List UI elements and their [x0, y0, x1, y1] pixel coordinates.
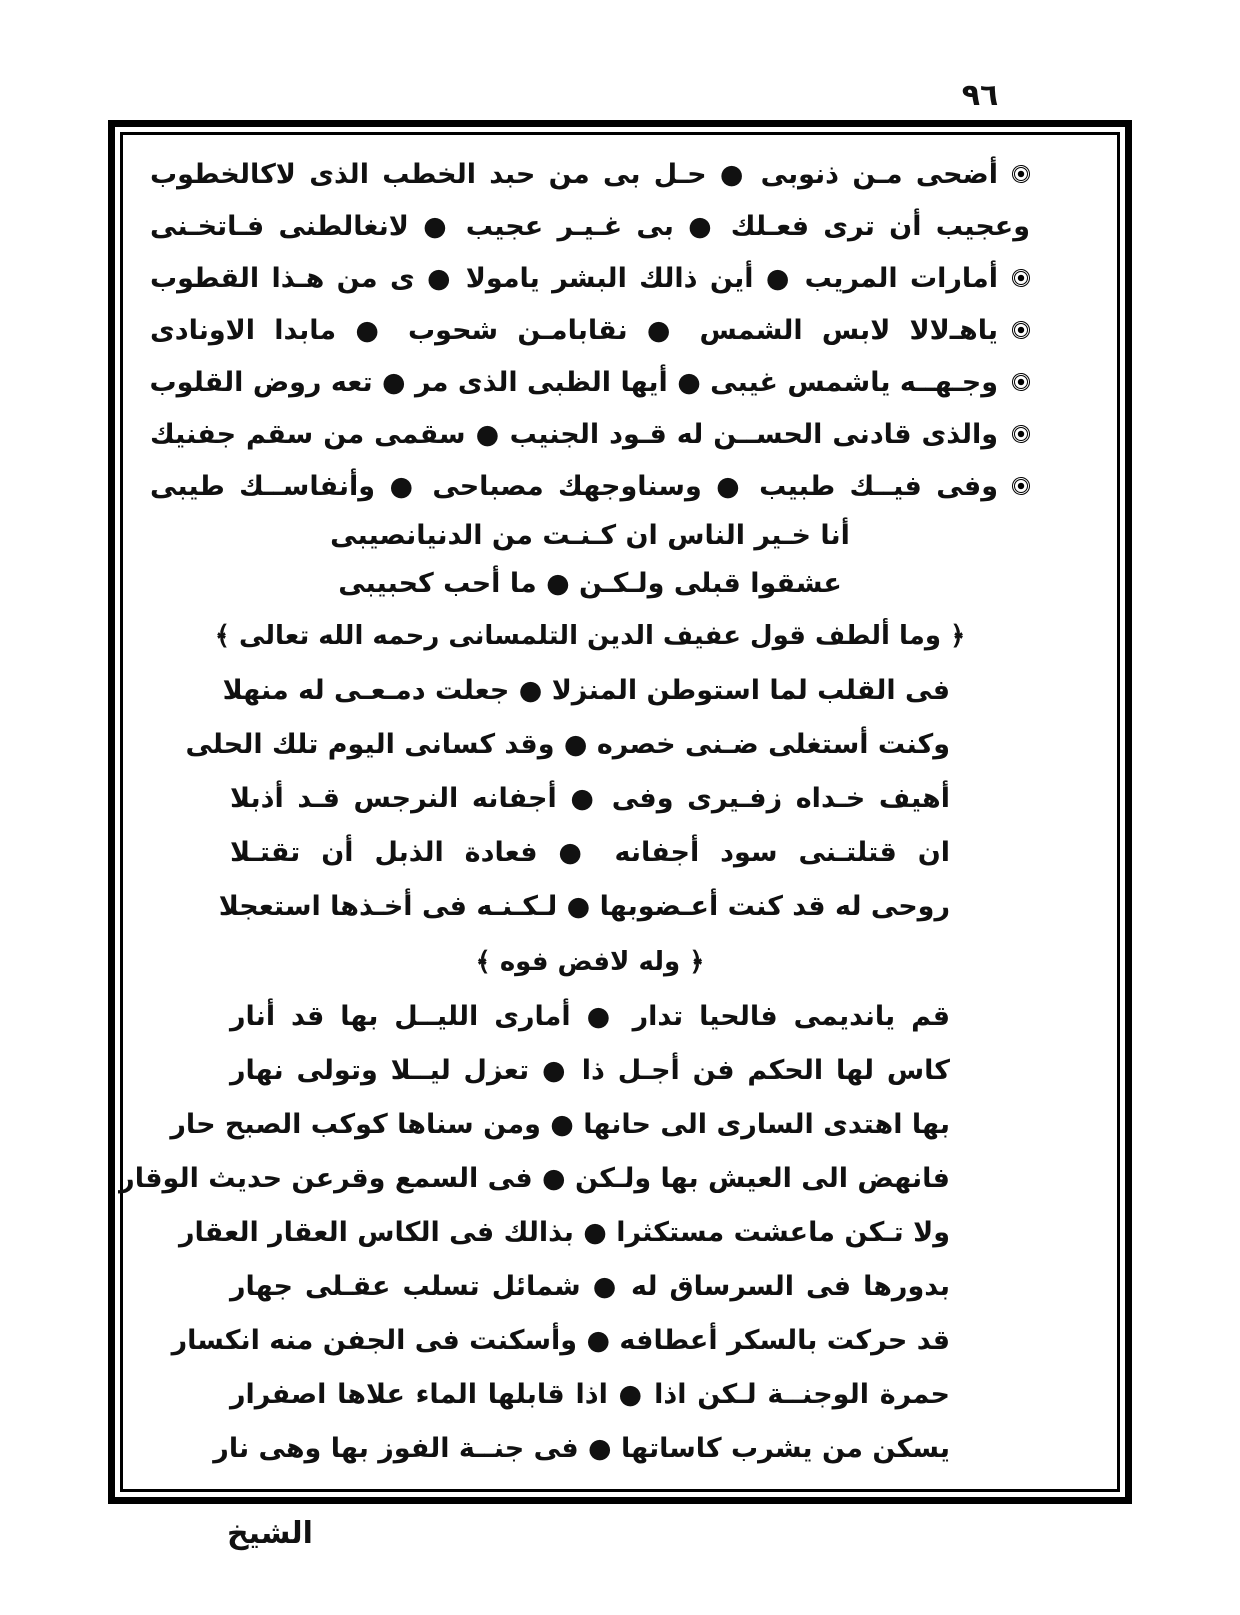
verse-marker-icon	[1012, 373, 1030, 391]
verse-row	[150, 408, 1030, 460]
verse-text: ياهـﻻلا لابس الشمس ● نقابامـن شحوب ● مابدا الاونادى	[150, 314, 998, 346]
catchword: الشيخ	[227, 1516, 313, 1551]
closing-verses	[150, 512, 1030, 608]
section-heading: ﴿ وما ألطف قول عفيف الدين التلمسانى رحمه الله تعالى ﴾	[214, 621, 966, 651]
closing-line: أنا خـير الناس ان كـنـت من الدنيانصيبى	[330, 520, 850, 551]
poem-line: بها اهتدى السارى الى حانها ● ومن سناها كوكب الصبح حار	[170, 1109, 950, 1140]
page-number: ٩٦	[961, 78, 999, 113]
verse-text: أمارات المريب ● أين ذالك البشر ياموﻻ ● ى من هـذا القطوب	[150, 262, 998, 294]
verse-row	[150, 460, 1030, 512]
verse-text: أضحى مـن ذنوبى ● حـل بى من حبد الخطب الذى لاكالخطوب	[150, 158, 998, 190]
poem-second	[119, 990, 950, 1476]
page-content	[119, 148, 1030, 1476]
verse-text: وجـهــه ياشمس غيبى ● أيها الظبى الذى مر ● تعه روض القلوب	[149, 366, 998, 398]
verse-marker-icon	[1012, 477, 1030, 495]
poem-line: بدورها فى السرساق له ● شمائل تسلب عقـلى جهار	[230, 1271, 950, 1302]
verse-text: والذى قادنى الحســن له قـود الجنيب ● سقمى من سقم جفنيك	[150, 418, 998, 450]
verse-row	[150, 148, 1030, 200]
verse-text: وفى فيــك طبيب ● وسناوجهك مصباحى ● وأنفاســك طيبى	[150, 470, 998, 502]
poem-line: حمرة الوجنــة لـكن اذا ● اذا قابلها الماء علاها اصفرار	[230, 1379, 950, 1410]
verse-row	[150, 304, 1030, 356]
poem-line: أهيف خـداه زفـيرى وفى ● أجفانه النرجس قـد أذبلا	[230, 783, 950, 814]
closing-line: عشقوا قبلى ولـكـن ● ما أحب كحبيبى	[338, 568, 842, 599]
poem-line: وكنت أستغلى ضـنى خصره ● وقد كسانى اليوم تلك الحلى	[185, 729, 950, 760]
verse-marker-icon	[1012, 321, 1030, 339]
verse-row	[150, 356, 1030, 408]
poem-line: روحى له قد كنت أعـضوبها ● لـكـنـه فى أخـذها استعجلا	[218, 891, 950, 922]
poem-line: ولا تـكن ماعشت مستكثرا ● بذالك فى الكاس العقار العقار	[178, 1217, 950, 1248]
verse-text: وعجيب أن ترى فعـلك ● بى غـيـر عجيب ● لانغالطنى فـاتخـنى	[150, 210, 1030, 242]
verse-row	[150, 200, 1030, 252]
poem-afif-aldin	[185, 664, 950, 934]
verse-marker-icon	[1012, 425, 1030, 443]
verse-marker-icon	[1012, 269, 1030, 287]
poem-line: ان قتلتـنى سود أجفانه ● فعادة الذبل أن تقتـلا	[230, 837, 950, 868]
poem-line: كاس لها الحكم فن أجـل ذا ● تعزل ليــلا وتولى نهار	[230, 1055, 950, 1086]
section-heading: ﴿ وله لافض فوه ﴾	[475, 947, 705, 977]
poem-line: قم يانديمى فالحيا تدار ● أمارى الليــل بها قد أنار	[230, 1001, 950, 1032]
poem-line: فانهض الى العيش بها ولـكن ● فى السمع وقرعن حديث الوقار	[119, 1163, 950, 1194]
verse-row	[150, 252, 1030, 304]
poem-line: يسكن من يشرب كاساتها ● فى جنــة الفوز بها وهى نار	[213, 1433, 950, 1464]
section-verses	[150, 148, 1030, 512]
verse-marker-icon	[1012, 165, 1030, 183]
poem-line: قد حركت بالسكر أعطافه ● وأسكنت فى الجفن منه انكسار	[171, 1325, 950, 1356]
poem-line: فى القلب لما استوطن المنزلا ● جعلت دمـعـى له منهلا	[222, 675, 950, 706]
